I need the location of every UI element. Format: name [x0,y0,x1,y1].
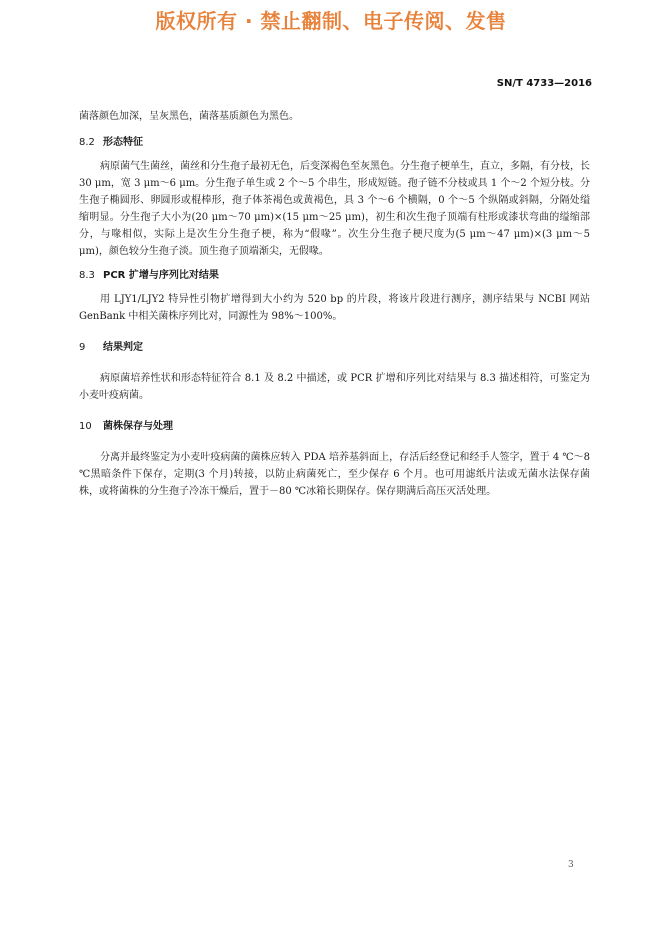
preservation-paragraph: 分离并最终鉴定为小麦叶疫病菌的菌株应转入 PDA 培养基斜面上，存活后经登记和经手人签字，置于 4 ℃～8 ℃黑暗条件下保存，定期(3 个月)转接，以防止病菌死亡，至少保存 6 个月。也可用滤纸片法或无菌水法保存菌株，或将菌株的分生孢子冷冻干燥后，置于－80 ℃冰箱长期保存。保存期满后高压灭活处理。 [79,452,590,497]
watermark-text: 版权所有 · 禁止翻制、电子传阅、发售 [155,9,507,33]
section-title: PCR 扩增与序列比对结果 [103,270,219,281]
judgement-paragraph: 病原菌培养性状和形态特征符合 8.1 及 8.2 中描述，或 PCR 扩增和序列比对结果与 8.3 描述相符，可鉴定为小麦叶疫病菌。 [79,373,590,401]
standard-code: SN/T 4733—2016 [496,78,592,89]
page-number: 3 [568,860,574,870]
section-heading-9 [79,339,590,356]
intro-paragraph: 菌落颜色加深，呈灰黑色，菌落基质颜色为黑色。 [79,111,299,122]
section-title: 结果判定 [103,342,143,353]
section-heading-8-3 [79,267,590,284]
morphology-paragraph: 病原菌气生菌丝，菌丝和分生孢子最初无色，后变深褐色至灰黑色。分生孢子梗单生，直立，多隔，有分枝，长 30 μm，宽 3 μm～6 μm。分生孢子单生或 2 个～5 个串生，形成短链。孢子链不分枝或具 1 个～2 个短分枝。分生孢子椭圆形、卵圆形或棍棒形，孢子体茶褐色或黄褐色，具 3 个～6 个横隔，0 个～5 个纵隔或斜隔，分隔处缢缩明显。分生孢子大小为(20 μm～70 μm)×(15 μm～25 μm)，初生和次生孢子顶端有柱形或漆状弯曲的缢缩部分，与喙相似，实际上是次生分生孢子梗，称为“假喙”。次生分生孢子梗尺度为(5 μm～47 μm)×(3 μm～5 μm)，颜色较分生孢子淡。顶生孢子顶端渐尖，无假喙。 [79,161,590,257]
section-number: 8.3 [79,270,95,281]
section-title: 形态特征 [103,137,143,148]
pcr-result-paragraph: 用 LJY1/LJY2 特异性引物扩增得到大小约为 520 bp 的片段，将该片段进行测序，测序结果与 NCBI 网站 GenBank 中相关菌株序列比对，同源性为 98%～100%。 [79,294,590,322]
document-body [79,108,590,500]
section-heading-8-2 [79,134,590,151]
section-title: 菌株保存与处理 [103,421,173,432]
section-heading-10 [79,418,590,435]
section-number: 9 [79,342,86,353]
section-number: 10 [79,421,92,432]
section-number: 8.2 [79,137,95,148]
